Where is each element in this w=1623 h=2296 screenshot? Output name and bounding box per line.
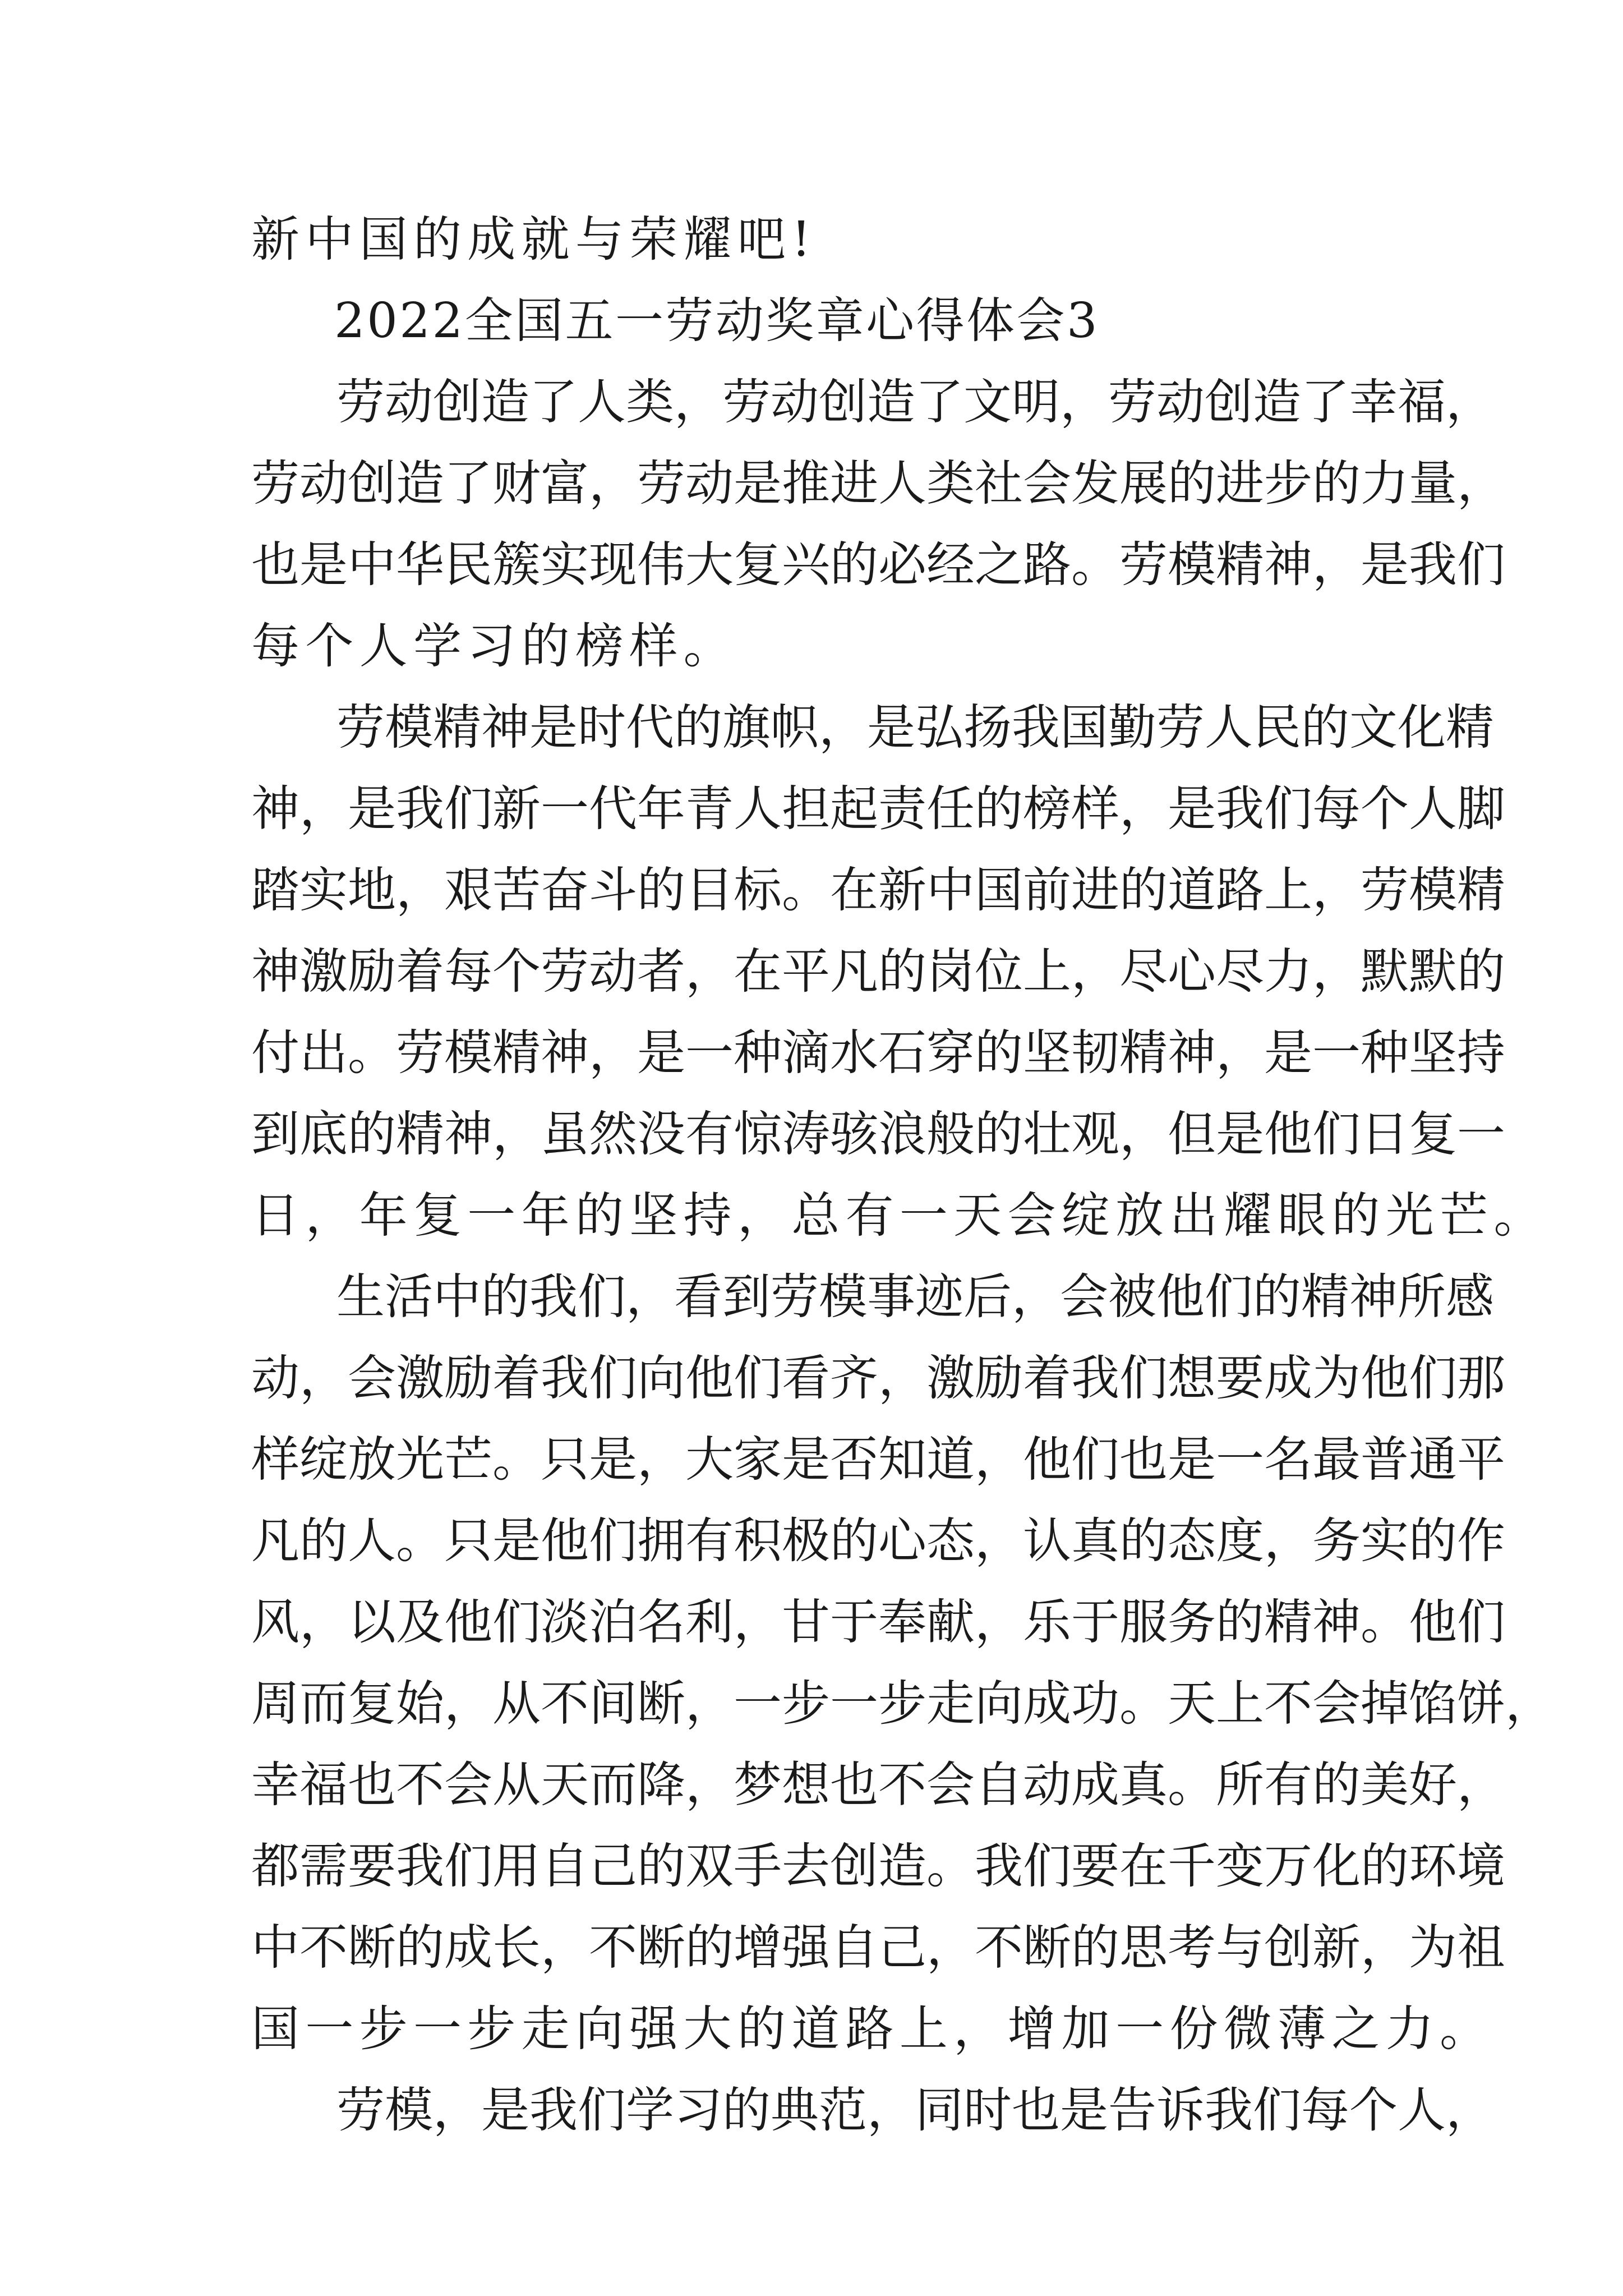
text-line: 到底的精神，虽然没有惊涛骇浪般的壮观，但是他们日复一: [251, 1106, 1505, 1162]
text-line: 劳动创造了人类，劳动创造了文明，劳动创造了幸福，: [336, 374, 1494, 430]
text-line: 也是中华民簇实现伟大复兴的必经之路。劳模精神，是我们: [251, 537, 1505, 593]
text-line: 都需要我们用自己的双手去创造。我们要在千变万化的环境: [251, 1838, 1505, 1894]
text-line: 凡的人。只是他们拥有积极的心态，认真的态度，务实的作: [251, 1513, 1505, 1569]
text-line: 踏实地，艰苦奋斗的目标。在新中国前进的道路上，劳模精: [251, 862, 1505, 918]
text-line: 劳动创造了财富，劳动是推进人类社会发展的进步的力量，: [251, 455, 1505, 512]
text-line: 新中国的成就与荣耀吧!: [251, 211, 817, 268]
text-line: 劳模，是我们学习的典范，同时也是告诉我们每个人，: [336, 2082, 1494, 2138]
document-body: [251, 199, 1553, 2151]
section-title: 2022全国五一劳动奖章心得体会3: [334, 293, 1100, 349]
text-line: 样绽放光芒。只是，大家是否知道，他们也是一名最普通平: [251, 1432, 1505, 1488]
text-line: 神，是我们新一代年青人担起责任的榜样，是我们每个人脚: [251, 781, 1505, 837]
text-line: 神激励着每个劳动者，在平凡的岗位上，尽心尽力，默默的: [251, 944, 1505, 1000]
text-line: 付出。劳模精神，是一种滴水石穿的坚韧精神，是一种坚持: [251, 1025, 1505, 1081]
text-line: 日，年复一年的坚持，总有一天会绽放出耀眼的光芒。: [251, 1188, 1548, 1244]
text-line: 风，以及他们淡泊名利，甘于奉献，乐于服务的精神。他们: [251, 1594, 1505, 1650]
text-line: 幸福也不会从天而降，梦想也不会自动成真。所有的美好，: [251, 1757, 1505, 1813]
text-line: 国一步一步走向强大的道路上，增加一份微薄之力。: [251, 2001, 1494, 2057]
text-line: 动，会激励着我们向他们看齐，激励着我们想要成为他们那: [251, 1350, 1505, 1406]
text-line: 每个人学习的榜样。: [251, 618, 737, 674]
text-line: 中不断的成长，不断的增强自己，不断的思考与创新，为祖: [251, 1920, 1505, 1976]
text-line: 周而复始，从不间断，一步一步走向成功。天上不会掉馅饼，: [251, 1676, 1553, 1732]
text-line: 劳模精神是时代的旗帜，是弘扬我国勤劳人民的文化精: [336, 700, 1494, 756]
text-line: 生活中的我们，看到劳模事迹后，会被他们的精神所感: [336, 1269, 1494, 1325]
